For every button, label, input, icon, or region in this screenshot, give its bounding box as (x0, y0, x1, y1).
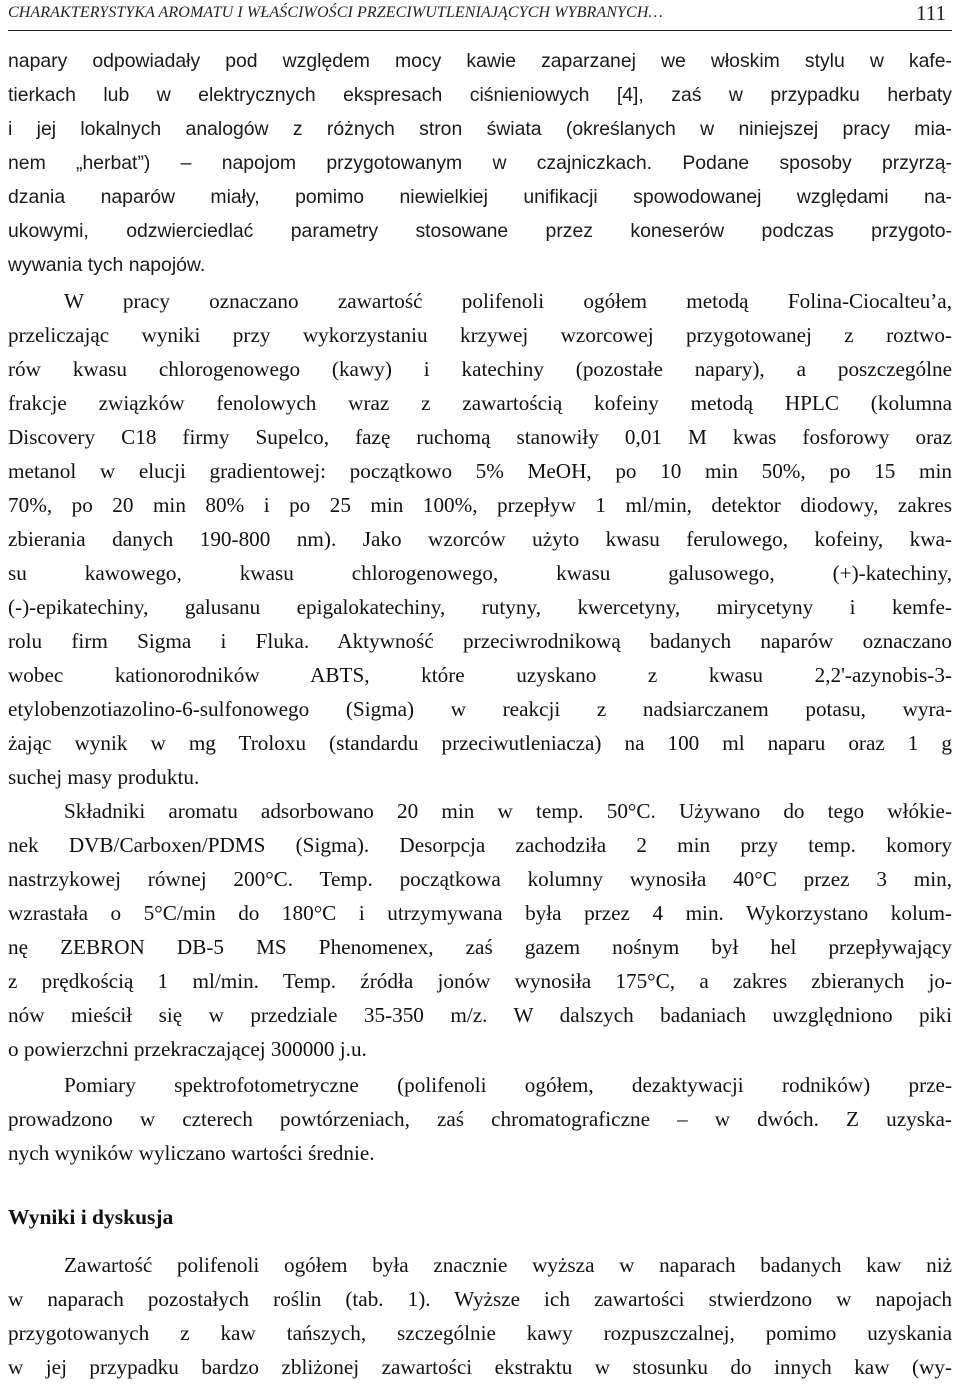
text-line: żając wynik w mg Troloxu (standardu przeciwutleniacza) na 100 ml naparu oraz 1 g (8, 731, 952, 755)
text-line: etylobenzotiazolino-6-sulfonowego (Sigma) w reakcji z nadsiarczanem potasu, wyra- (8, 697, 952, 721)
text-line: nych wyników wyliczano wartości średnie. (8, 1141, 375, 1165)
running-title: CHARAKTERYSTYKA AROMATU I WŁAŚCIWOŚCI PRZECIWUTLENIAJĄCYCH WYBRANYCH… (8, 4, 663, 21)
text-line: wzrastała o 5°C/min do 180°C i utrzymywana była przez 4 min. Wykorzystano kolum- (8, 901, 952, 925)
text-line: nę ZEBRON DB-5 MS Phenomenex, zaś gazem nośnym był hel przepływający (8, 935, 952, 959)
text-line: suchej masy produktu. (8, 765, 200, 789)
text-line: Zawartość polifenoli ogółem była znacznie wyższa w naparach badanych kaw niż (64, 1253, 952, 1277)
text-line: tierkach lub w elektrycznych ekspresach ciśnieniowych [4], zaś w przypadku herbaty (8, 84, 952, 106)
text-line: wobec kationorodników ABTS, które uzyskano z kwasu 2,2'-azynobis-3- (8, 663, 952, 687)
text-line: W pracy oznaczano zawartość polifenoli ogółem metodą Folina-Ciocalteu’a, (64, 289, 952, 313)
running-header (8, 0, 952, 31)
text-line: nów mieścił się w przedziale 35-350 m/z. W dalszych badaniach uwzględniono piki (8, 1003, 952, 1027)
text-line: rów kwasu chlorogenowego (kawy) i katechiny (pozostałe napary), a poszczególne (8, 357, 952, 381)
text-line: metanol w elucji gradientowej: początkowo 5% MeOH, po 10 min 50%, po 15 min (8, 459, 952, 483)
text-line: (-)-epikatechiny, galusanu epigalokatechiny, rutyny, kwercetyny, mirycetyny i kemfe- (8, 595, 952, 619)
text-line: przeliczając wyniki przy wykorzystaniu krzywej wzorcowej przygotowanej z roztwo- (8, 323, 952, 347)
text-line: w naparach pozostałych roślin (tab. 1). Wyższe ich zawartości stwierdzono w napojach (8, 1287, 952, 1311)
text-line: wywania tych napojów. (8, 254, 206, 276)
text-line: o powierzchni przekraczającej 300000 j.u. (8, 1037, 367, 1061)
text-line: przygotowanych z kaw tańszych, szczególnie kawy rozpuszczalnej, pomimo uzyskania (8, 1321, 952, 1345)
text-line: nastrzykowej równej 200°C. Temp. początkowa kolumny wynosiła 40°C przez 3 min, (8, 867, 952, 891)
text-line: Pomiary spektrofotometryczne (polifenoli ogółem, dezaktywacji rodników) prze- (64, 1073, 952, 1097)
text-line: prowadzono w czterech powtórzeniach, zaś chromatograficzne – w dwóch. Z uzyska- (8, 1107, 952, 1131)
text-line: su kawowego, kwasu chlorogenowego, kwasu galusowego, (+)-katechiny, (8, 561, 952, 585)
text-line: i jej lokalnych analogów z różnych stron świata (określanych w niniejszej pracy mia- (8, 118, 952, 140)
text-line: nem „herbat”) – napojom przygotowanym w czajniczkach. Podane sposoby przyrzą- (8, 152, 952, 174)
page-number: 111 (916, 1, 946, 25)
text-line: nek DVB/Carboxen/PDMS (Sigma). Desorpcja zachodziła 2 min przy temp. komory (8, 833, 952, 857)
text-line: ukowymi, odzwierciedlać parametry stosowane przez koneserów podczas przygoto- (8, 220, 952, 242)
text-line: napary odpowiadały pod względem mocy kawie zaparzanej we włoskim stylu w kafe- (8, 50, 952, 72)
text-line: 70%, po 20 min 80% i po 25 min 100%, przepływ 1 ml/min, detektor diodowy, zakres (8, 493, 952, 517)
text-line: dzania naparów miały, pomimo niewielkiej unifikacji spowodowanej względami na- (8, 186, 952, 208)
text-line: zbierania danych 190-800 nm). Jako wzorców użyto kwasu ferulowego, kofeiny, kwa- (8, 527, 952, 551)
text-line: z prędkością 1 ml/min. Temp. źródła jonów wynosiła 175°C, a zakres zbieranych jo- (8, 969, 952, 993)
section-heading: Wyniki i dyskusja (8, 1205, 174, 1229)
text-line: Składniki aromatu adsorbowano 20 min w temp. 50°C. Używano do tego włókie- (64, 799, 952, 823)
text-line: rolu firm Sigma i Fluka. Aktywność przeciwrodnikową badanych naparów oznaczano (8, 629, 952, 653)
text-line: w jej przypadku bardzo zbliżonej zawartości ekstraktu w stosunku do innych kaw (wy- (8, 1355, 952, 1379)
text-line: Discovery C18 firmy Supelco, fazę ruchomą stanowiły 0,01 M kwas fosforowy oraz (8, 425, 952, 449)
text-line: frakcje związków fenolowych wraz z zawartością kofeiny metodą HPLC (kolumna (8, 391, 952, 415)
